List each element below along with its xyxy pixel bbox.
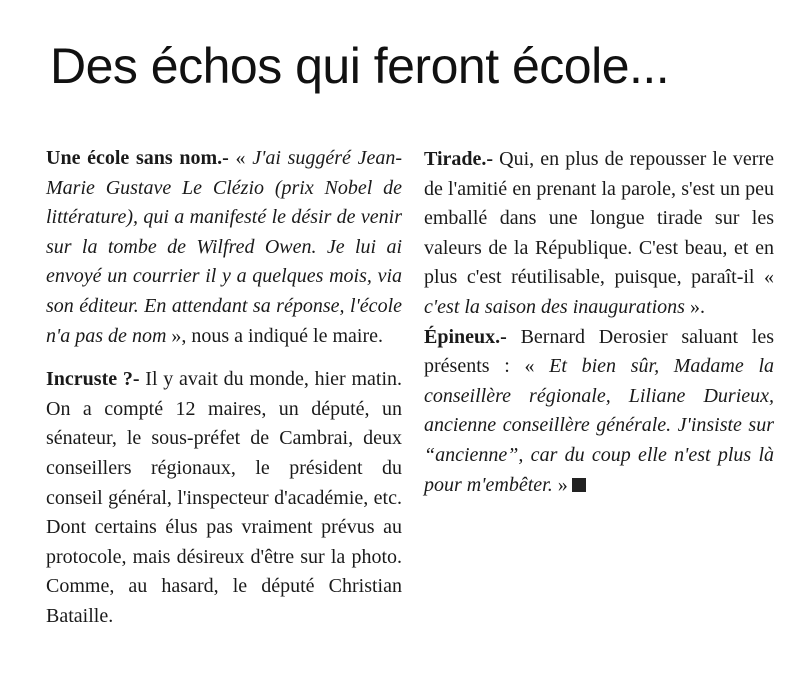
quote-saison-inaugurations: c'est la saison des inaugurations [424, 295, 685, 318]
text-incruste: Il y avait du monde, hier matin. On a compté 12 maires, un député, un sénateur, le sous-préfet de Cambrai, deux conseillers régionaux, le président du conseil général, l'inspecteur d'académie, etc. Dont certains élus pas vraiment prévus au protocole, mais désireux d'être sur la photo. Comme, au hasard, le député Christian Bataille. [46, 368, 402, 627]
lead-tirade: Tirade.- [424, 148, 494, 170]
column-right [424, 145, 774, 500]
quote-derosier: Et bien sûr, Madame la conseillère régionale, Liliane Durieux, ancienne conseillère générale. J'insiste sur “ancienne”, car du coup elle n'est plus là pour m'embêter. [424, 355, 774, 496]
lead-epineux: Épineux.- [424, 325, 507, 348]
paragraph-ecole-sans-nom [46, 144, 402, 351]
paragraph-tirade-close: ». [684, 295, 705, 318]
paragraph-incruste [46, 365, 402, 631]
text-epineux: Bernard Derosier saluant les présents : « [424, 325, 774, 378]
column-left [46, 144, 402, 632]
paragraph-tirade [424, 145, 774, 323]
paragraph-epineux-close: » [552, 473, 568, 496]
end-square-icon [572, 478, 586, 492]
quote-le-clezio: J'ai suggéré Jean-Marie Gustave Le Clézio (prix Nobel de littérature), qui a manifesté le désir de venir sur la tombe de Wilfred Owen. Je lui ai envoyé un courrier il y a quelques mois, via son éditeur. En attendant sa réponse, l'école n'a pas de nom [46, 147, 403, 347]
lead-incruste: Incruste ?- [46, 368, 140, 391]
paragraph-ecole-close: », nous a indiqué le maire. [166, 324, 384, 347]
article-headline: Des échos qui feront école... [50, 38, 670, 94]
quote-open: « [228, 147, 253, 169]
paragraph-epineux [424, 323, 774, 501]
text-tirade: Qui, en plus de repousser le verre de l'amitié en prenant la parole, s'est un peu emballé dans une longue tirade sur les valeurs de la République. C'est beau, et en plus c'est réutilisable, puisque, paraît-il « [424, 148, 774, 289]
lead-ecole-sans-nom: Une école sans nom.- [46, 147, 229, 169]
